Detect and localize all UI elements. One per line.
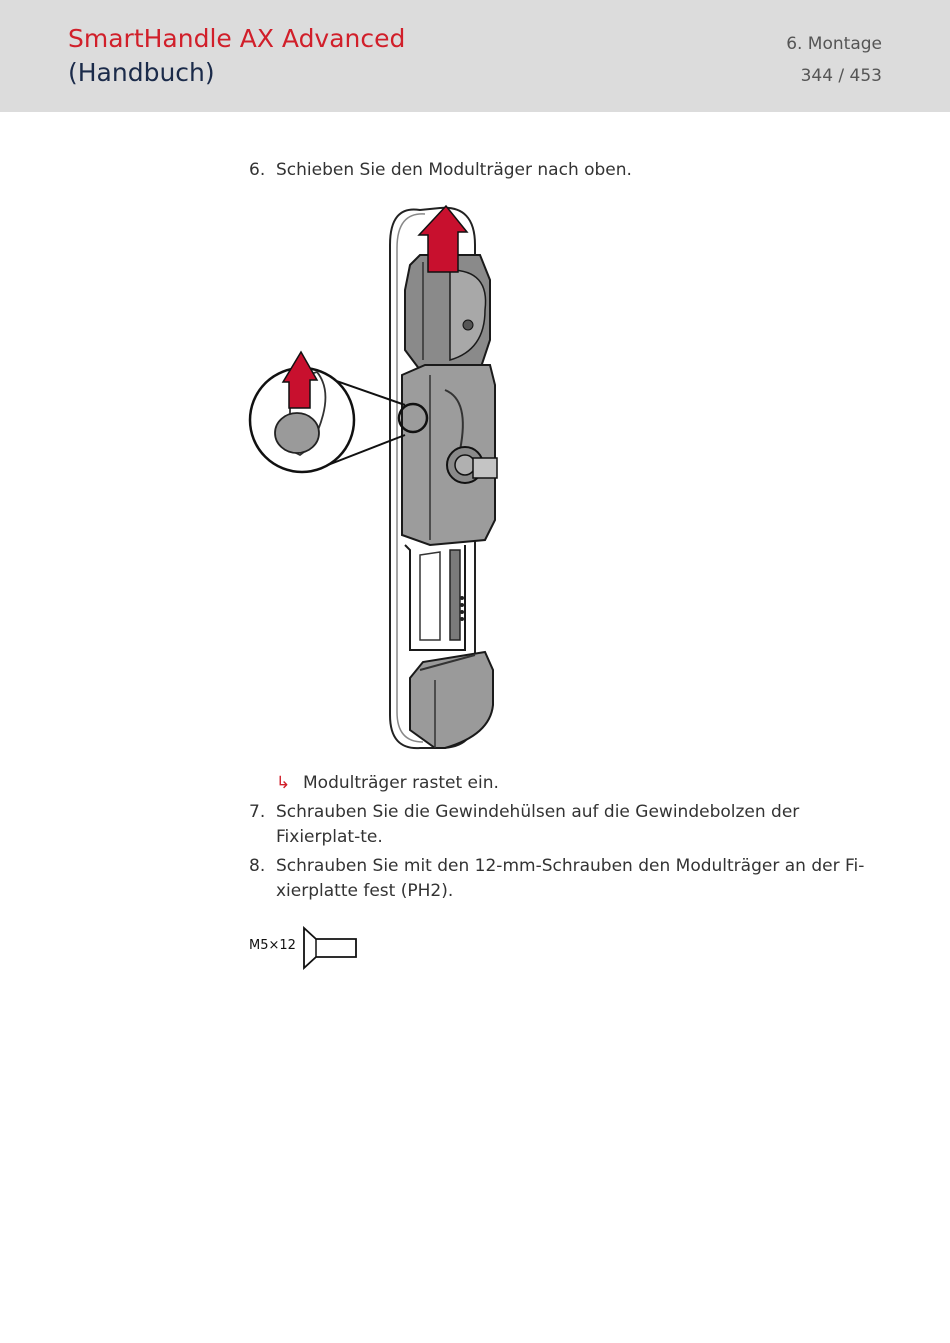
step-number: 6. [249,160,266,180]
result-note [276,771,499,796]
step-text: Schieben Sie den Modulträger nach oben. [276,160,632,180]
page-header [0,0,950,112]
title-line-1: SmartHandle AX Advanced [68,24,406,53]
result-arrow-icon: ↳ [276,773,291,793]
module-carrier-figure [245,200,505,756]
step-number: 8. [249,856,266,876]
page-number: 344 / 453 [800,66,882,86]
title-line-2: (Handbuch) [68,58,215,87]
step-text: Schrauben Sie mit den 12-mm-Schrauben den Modulträger an der Fi-xierplatte fest (PH2). [276,856,865,901]
document-title [68,22,405,90]
screw-size-label: M5×12 [249,938,296,953]
step-text: Schrauben Sie die Gewindehülsen auf die Gewindebolzen der Fixierplat-te. [276,802,800,847]
step-number: 7. [249,802,266,822]
result-text: Modulträger rastet ein. [303,773,499,793]
header-meta [786,28,882,92]
module-carrier-illustration [245,200,505,752]
section-label: 6. Montage [786,34,882,54]
countersunk-screw-icon [300,926,362,974]
